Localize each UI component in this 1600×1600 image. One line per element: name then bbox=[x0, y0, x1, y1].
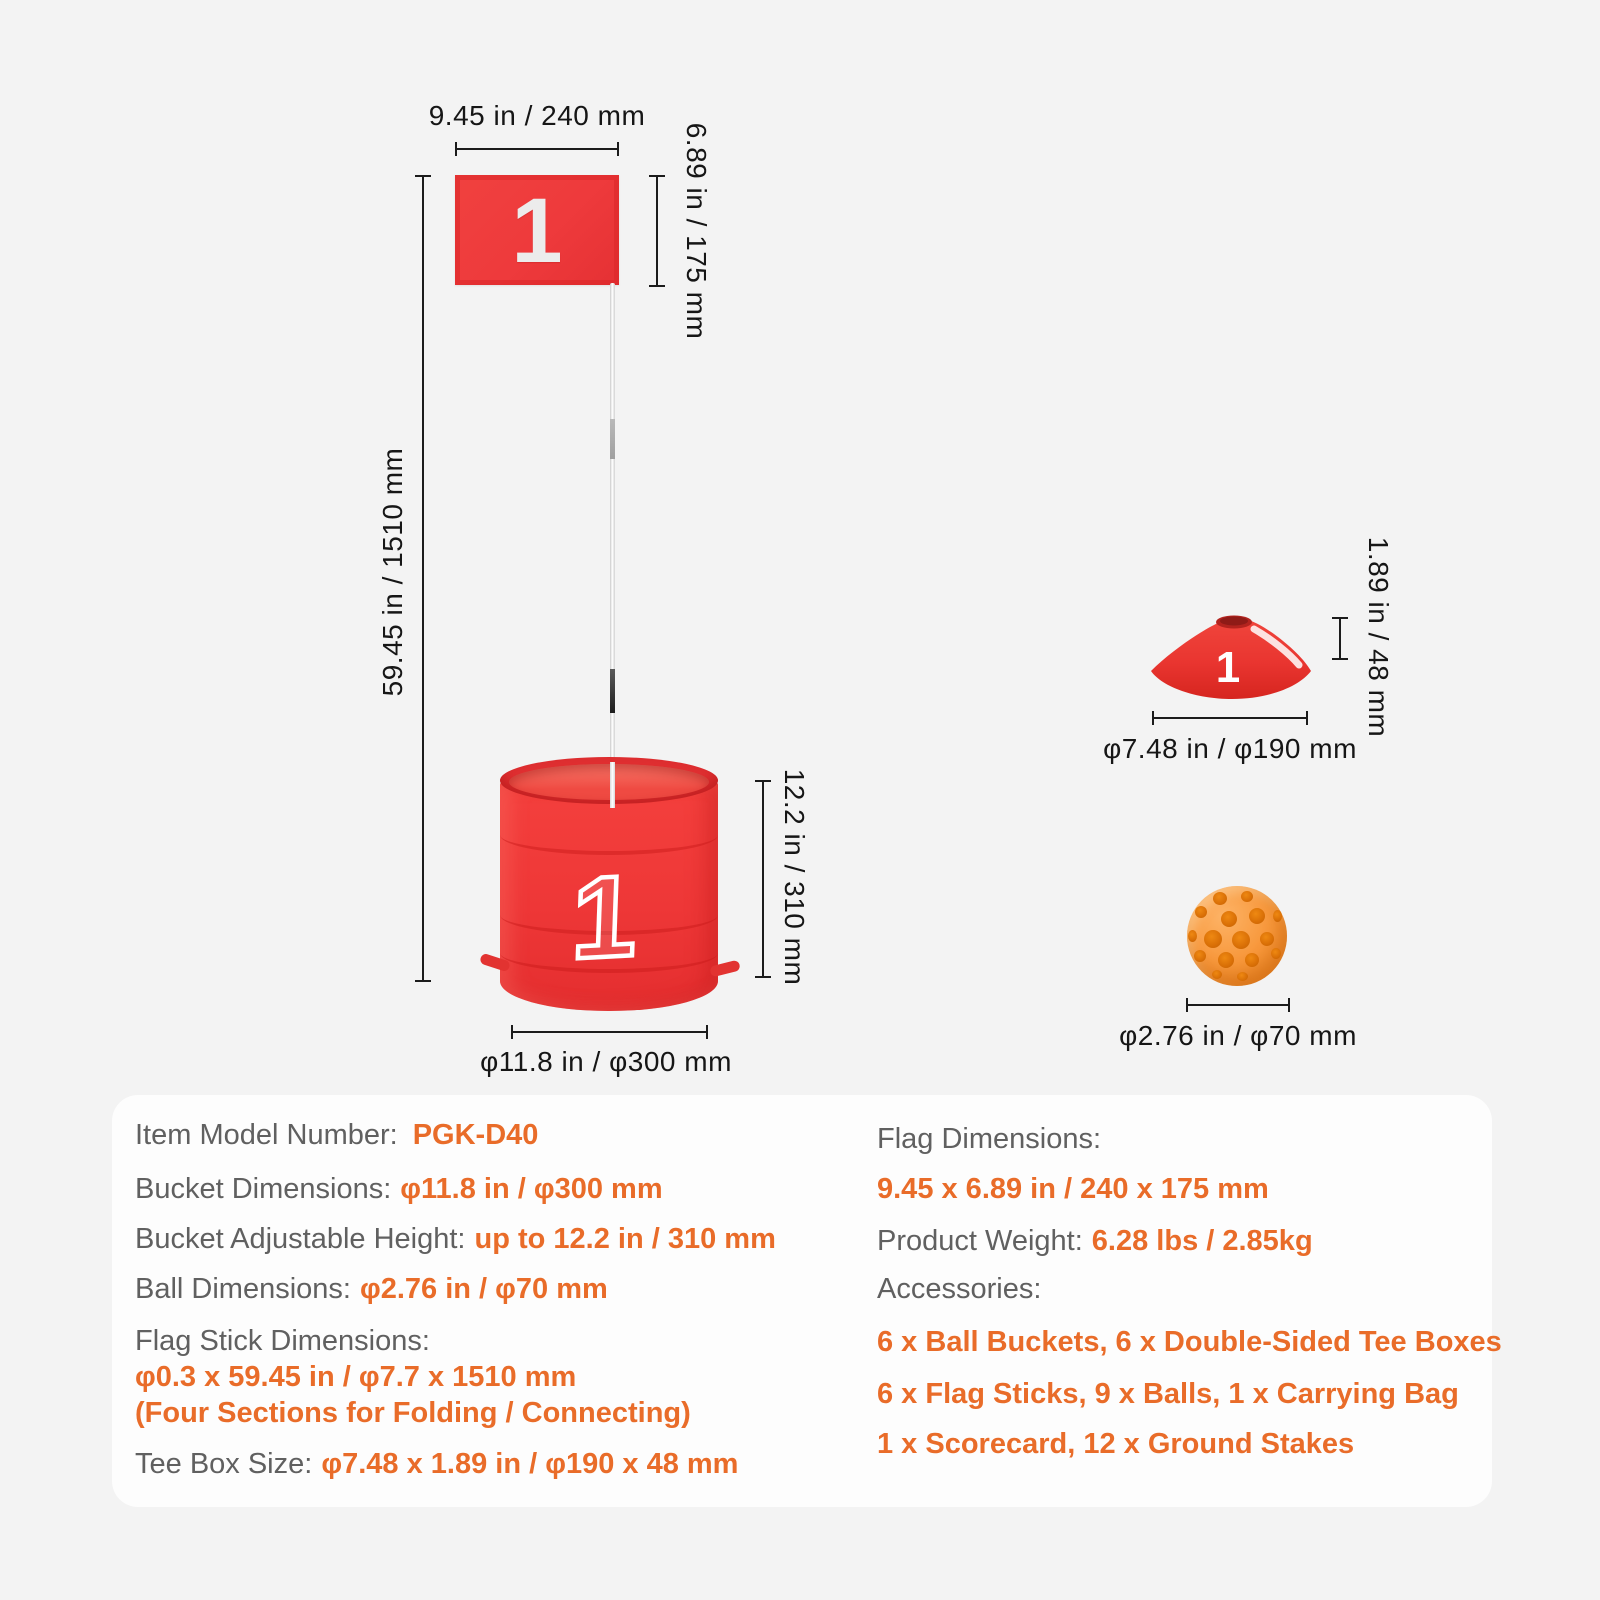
cone-graphic bbox=[1148, 608, 1314, 704]
tee-box-cone bbox=[1148, 608, 1314, 704]
spec-flag-stick-dimensions-note: (Four Sections for Folding / Connecting) bbox=[135, 1397, 691, 1429]
spec-flag-stick-dimensions-label: Flag Stick Dimensions: bbox=[135, 1325, 430, 1357]
spec-flag-stick-dimensions-value: φ0.3 x 59.45 in / φ7.7 x 1510 mm bbox=[135, 1361, 577, 1393]
bucket-diameter-dimension-label: φ11.8 in / φ300 mm bbox=[480, 1046, 732, 1077]
bucket-diameter-dimension-line bbox=[511, 1025, 708, 1039]
spec-bucket-adjustable-height: Bucket Adjustable Height: up to 12.2 in / 310 mm bbox=[135, 1223, 776, 1255]
bucket-height-dimension-line bbox=[755, 780, 771, 978]
ball-diameter-dimension-line bbox=[1186, 998, 1290, 1012]
spec-accessories-label: Accessories: bbox=[877, 1273, 1042, 1305]
cone-diameter-dimension-line bbox=[1152, 711, 1308, 725]
spec-tee-box-size: Tee Box Size: φ7.48 x 1.89 in / φ190 x 48 mm bbox=[135, 1448, 739, 1480]
ball-bucket bbox=[500, 757, 718, 1013]
stick-joint bbox=[610, 419, 615, 459]
spec-flag-dimensions-label: Flag Dimensions: bbox=[877, 1123, 1102, 1155]
spec-item-model-number: Item Model Number: PGK-D40 bbox=[135, 1119, 539, 1151]
spec-accessories-line-1: 6 x Ball Buckets, 6 x Double-Sided Tee Boxes bbox=[877, 1326, 1502, 1358]
stick-joint bbox=[610, 669, 615, 713]
flag-width-dimension-line bbox=[455, 142, 619, 156]
flag-stick bbox=[610, 283, 615, 791]
spec-accessories-line-3: 1 x Scorecard, 12 x Ground Stakes bbox=[877, 1428, 1355, 1460]
specifications-panel bbox=[112, 1095, 1502, 1507]
stick-height-dimension-line bbox=[415, 175, 431, 982]
bucket-height-dimension-label: 12.2 in / 310 mm bbox=[779, 768, 810, 986]
cone-height-dimension-line bbox=[1332, 617, 1348, 660]
bucket-rim bbox=[500, 757, 718, 804]
spec-flag-dimensions-value: 9.45 x 6.89 in / 240 x 175 mm bbox=[877, 1173, 1269, 1205]
spec-accessories-line-2: 6 x Flag Sticks, 9 x Balls, 1 x Carrying Bag bbox=[877, 1378, 1459, 1410]
flag-stick-inside-bucket bbox=[610, 762, 615, 808]
golf-flag bbox=[455, 175, 619, 285]
cone-diameter-dimension-label: φ7.48 in / φ190 mm bbox=[1103, 733, 1357, 764]
bucket-number: 1 bbox=[569, 850, 639, 984]
flag-height-dimension-label: 6.89 in / 175 mm bbox=[681, 122, 712, 340]
cone-height-dimension-label: 1.89 in / 48 mm bbox=[1363, 536, 1394, 738]
spec-ball-dimensions: Ball Dimensions: φ2.76 in / φ70 mm bbox=[135, 1273, 608, 1305]
practice-ball bbox=[1187, 886, 1287, 986]
spec-bucket-dimensions: Bucket Dimensions: φ11.8 in / φ300 mm bbox=[135, 1173, 663, 1205]
flag-width-dimension-label: 9.45 in / 240 mm bbox=[428, 100, 646, 131]
flag-height-dimension-line bbox=[649, 175, 665, 287]
stick-height-dimension-label: 59.45 in / 1510 mm bbox=[377, 447, 408, 697]
ball-diameter-dimension-label: φ2.76 in / φ70 mm bbox=[1119, 1020, 1357, 1051]
cone-number: 1 bbox=[1215, 643, 1241, 692]
spec-product-weight: Product Weight: 6.28 lbs / 2.85kg bbox=[877, 1225, 1313, 1257]
flag-number: 1 bbox=[511, 180, 563, 282]
